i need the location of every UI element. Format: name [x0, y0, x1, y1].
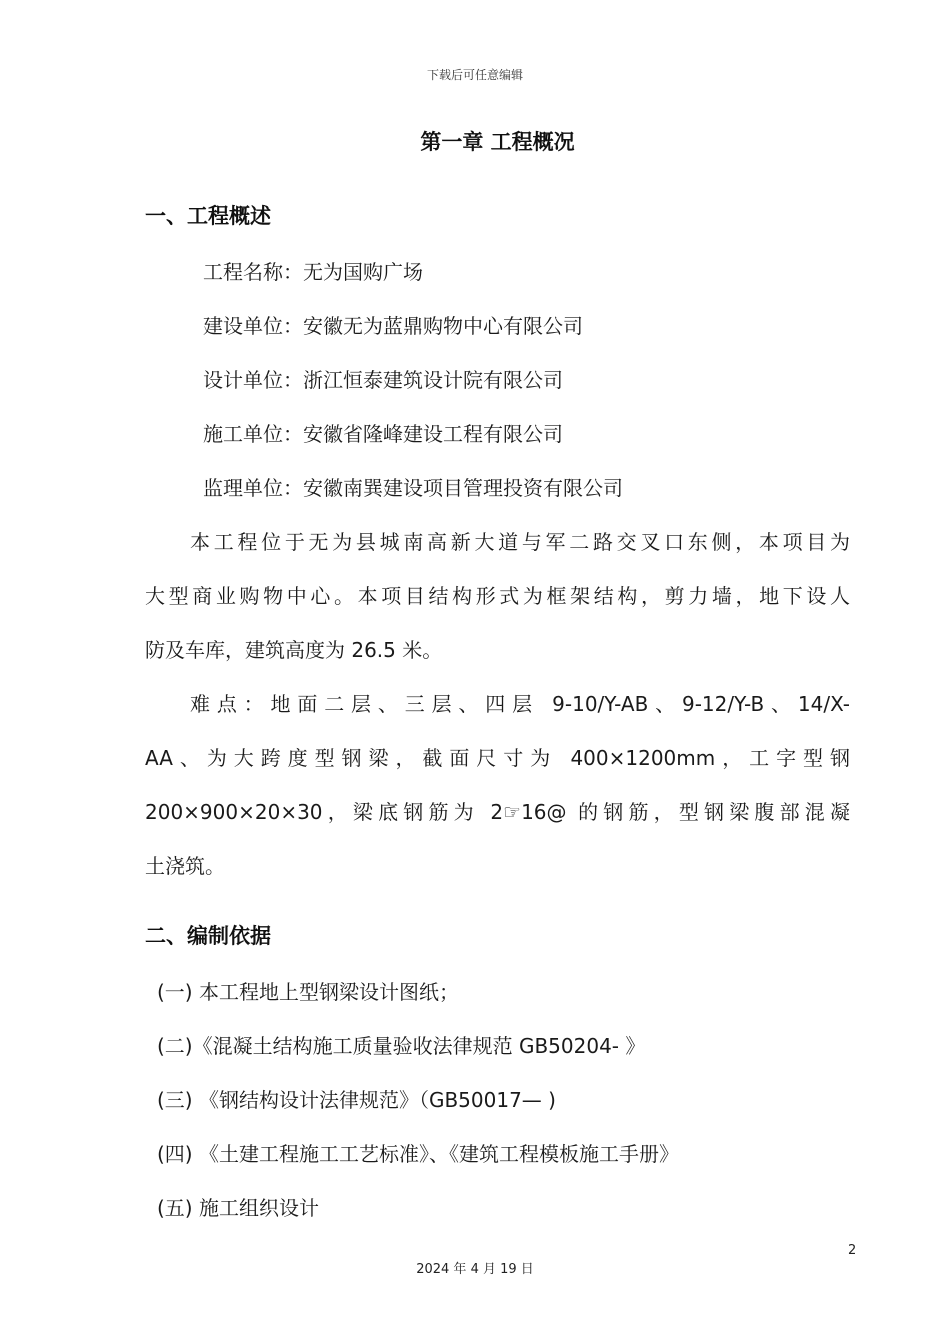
paragraph-location-line: 大型商业购物中心。本项目结构形式为框架结构，剪力墙，地下设人 [145, 584, 850, 608]
chapter-title: 第一章 工程概况 [420, 130, 575, 154]
reference-item: (四) 《土建工程施工工艺标准》、《建筑工程模板施工手册》 [157, 1142, 679, 1166]
reference-item: (一) 本工程地上型钢梁设计图纸； [157, 980, 459, 1004]
footer-date: 2024 年 4 月 19 日 [416, 1262, 534, 1277]
header-note: 下载后可任意编辑 [426, 68, 523, 82]
paragraph-difficulty-line: 200×900×20×30，梁底钢筋为 2☞16@ 的钢筋，型钢梁腹部混凝 [145, 800, 850, 824]
reference-item: (二)《混凝土结构施工质量验收法律规范 GB50204- 》 [157, 1034, 646, 1058]
info-supervisor: 监理单位：安徽南巽建设项目管理投资有限公司 [203, 476, 623, 500]
paragraph-location-line: 本工程位于无为县城南高新大道与军二路交叉口东侧，本项目为 [190, 530, 850, 554]
paragraph-location-line: 防及车库，建筑高度为 26.5 米。 [145, 638, 443, 662]
paragraph-difficulty-line: 难点：地面二层、三层、四层 9-10/Y-AB、9-12/Y-B、14/X- [190, 692, 850, 716]
reference-item: (五) 施工组织设计 [157, 1196, 319, 1220]
info-designer: 设计单位：浙江恒泰建筑设计院有限公司 [203, 368, 563, 392]
info-contractor: 施工单位：安徽省隆峰建设工程有限公司 [203, 422, 563, 446]
paragraph-difficulty-line: 土浇筑。 [145, 854, 225, 878]
section-heading-overview: 一、工程概述 [145, 204, 271, 228]
info-project-name: 工程名称：无为国购广场 [203, 260, 423, 284]
paragraph-difficulty-line: AA、为大跨度型钢梁，截面尺寸为 400×1200mm，工字型钢 [145, 746, 850, 770]
info-owner: 建设单位：安徽无为蓝鼎购物中心有限公司 [203, 314, 583, 338]
reference-item: (三) 《钢结构设计法律规范》（GB50017— ) [157, 1088, 556, 1112]
page-number: 2 [848, 1243, 857, 1258]
section-heading-basis: 二、编制依据 [145, 924, 271, 948]
